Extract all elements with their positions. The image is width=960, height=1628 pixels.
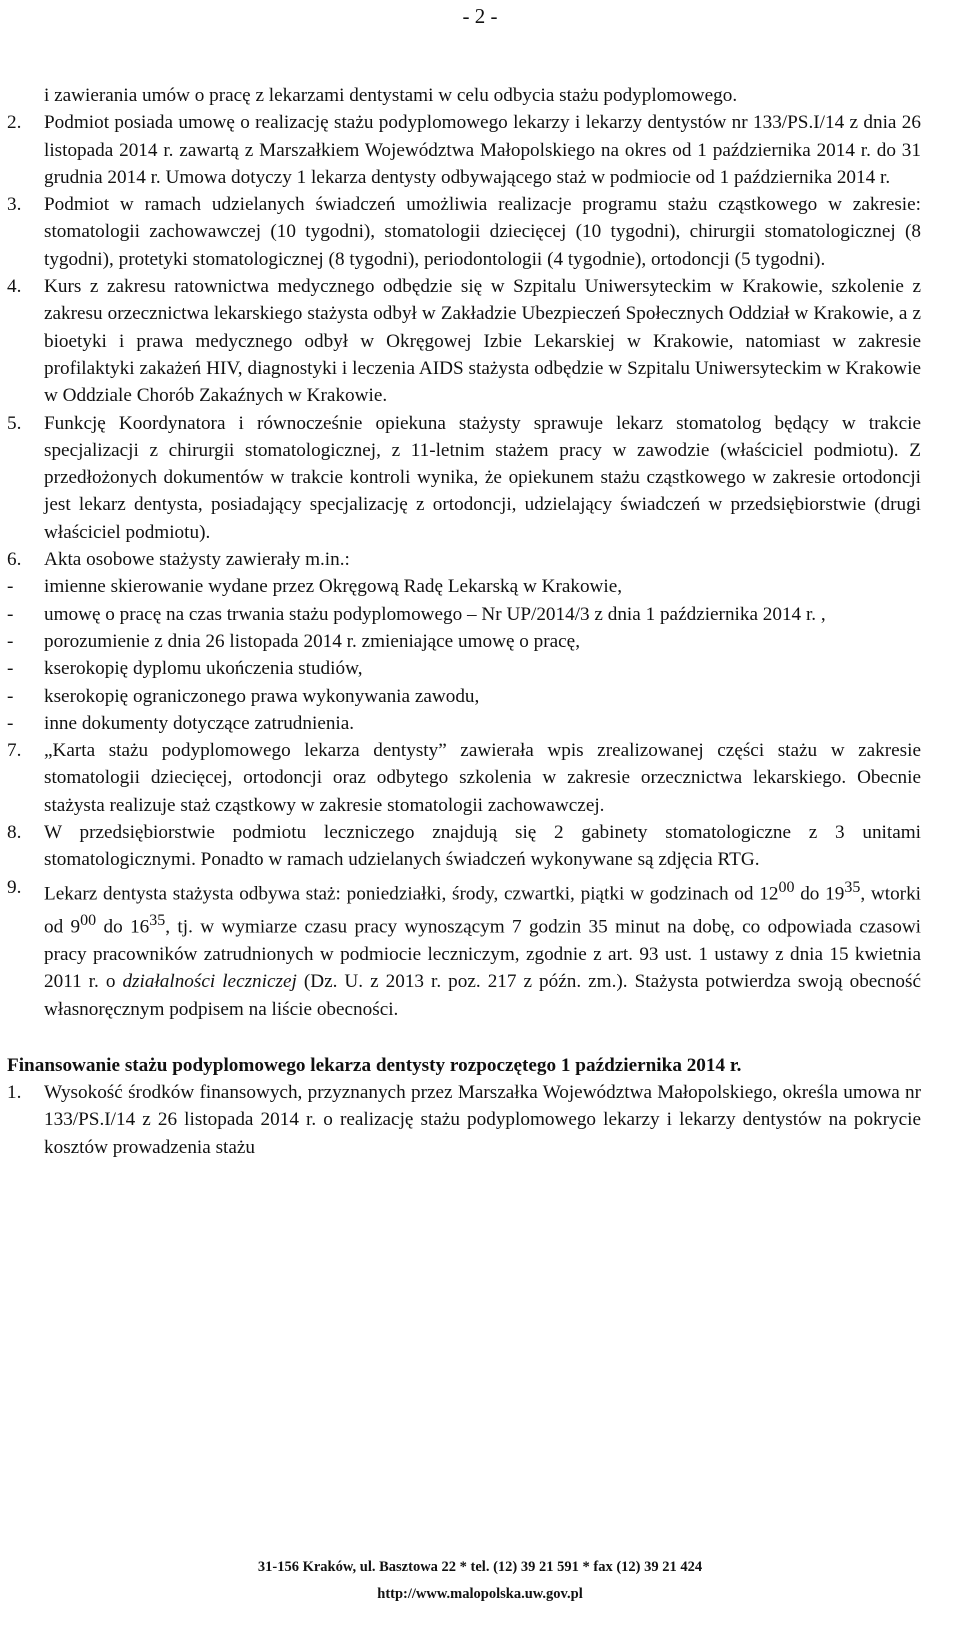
list-number: 9. [7,876,22,898]
list-number: 6. [7,549,22,571]
list-item-6 [7,546,921,573]
dash-text: porozumienie z dnia 26 listopada 2014 r. zmieniające umowę o pracę, [44,630,580,652]
text-fragment: Lekarz dentysta stażysta odbywa staż: poniedziałki, środy, czwartki, piątki w godzinach od 12 [44,883,779,904]
dash-bullet: - [7,712,14,734]
list-item-7 [7,737,921,819]
list-text: Akta osobowe stażysty zawierały m.in.: [44,549,350,571]
text-fragment: (Dz. U. z 2013 r. poz. 217 z późn. zm.). Stażysta potwierdza swoją obecność własnoręcznym podpisem na liście obecności. [44,971,921,1020]
dash-bullet: - [7,658,14,680]
italic-act-title: działalności leczniczej [122,971,297,993]
intro-paragraph: i zawierania umów o pracę z lekarzami dentystami w celu odbycia stażu podyplomowego. [44,85,738,106]
list-number: 1. [7,1082,22,1104]
dash-text: umowę o pracę na czas trwania stażu podyplomowego – Nr UP/2014/3 z dnia 1 października 2014 r. , [44,603,826,625]
list-number: 4. [7,276,22,298]
list-item-9 [7,874,921,1023]
text-fragment: do 16 [96,916,150,938]
text-fragment: , tj. w wymiarze czasu pracy wynoszącym 7 godzin 35 minut na dobę, co odpowiada czasowi pracy pracowników zatrudnionych w podmiocie leczniczym, zgodnie z art. 93 ust. 1 ustawy z dnia 15 kwietnia 2011 r. o [44,916,921,993]
time-superscript: 35 [844,878,861,896]
list-number: 8. [7,822,22,844]
list-text: Podmiot posiada umowę o realizację stażu podyplomowego lekarzy i lekarzy dentystów nr 133/PS.I/14 z dnia 26 listopada 2014 r. zawartą z Marszałkiem Województwa Małopolskiego na okres od 1 października 2014 r. do 31 grudnia 2014 r. Umowa dotyczy 1 lekarza dentysty odbywającego staż w podmiocie od 1 października 2014 r. [44,112,921,188]
dash-item [7,628,921,655]
dash-text: inne dokumenty dotyczące zatrudnienia. [44,712,355,734]
time-superscript: 00 [80,912,97,930]
list-text: Kurs z zakresu ratownictwa medycznego odbędzie się w Szpitalu Uniwersyteckim w Krakowie, szkolenie z zakresu orzecznictwa lekarskiego stażysta odbył w Zakładzie Ubezpieczeń Społecznych Oddział w Krakowie, a z bioetyki i prawa medycznego odbył w Okręgowej Izbie Lekarskiej w Krakowie, natomiast w zakresie profilaktyki zakażeń HIV, diagnostyki i leczenia AIDS stażysta odbędzie w Szpitalu Uniwersyteckim w Krakowie w Oddziale Chorób Zakaźnych w Krakowie. [44,276,921,407]
text-fragment: , wtorki od 9 [44,883,921,938]
list-text: Funkcję Koordynatora i równocześnie opiekuna stażysty sprawuje lekarz stomatolog będący w trakcie specjalizacji z chirurgii stomatologicznej, z 11-letnim stażem pracy w zawodzie (właściciel podmiotu). Z przedłożonych dokumentów w trakcie kontroli wynika, że opiekunem stażu cząstkowego w zakresie ortodoncji jest lekarz dentysta, posiadający specjalizację z ortodoncji, udzielający świadczeń w przedsiębiorstwie (drugi właściciel podmiotu). [44,412,921,543]
list-number: 7. [7,740,22,762]
list-item-4 [7,273,921,409]
dash-bullet: - [7,603,14,625]
dash-text: kserokopię ograniczonego prawa wykonywania zawodu, [44,685,480,707]
section-list-item-1 [7,1079,921,1161]
list-item-3 [7,191,921,273]
dash-bullet: - [7,630,14,652]
list-item-2 [7,109,921,191]
list-text: Podmiot w ramach udzielanych świadczeń umożliwia realizacje programu stażu cząstkowego w zakresie: stomatologii zachowawczej (10 tygodni), stomatologii dziecięcej (10 tygodni), chirurgii stomatologicznej (8 tygodni), protetyki stomatologicznej (8 tygodni), periodontologii (4 tygodnie), ortodoncji (5 tygodni). [44,194,921,270]
dash-item [7,655,921,682]
dash-text: imienne skierowanie wydane przez Okręgową Radę Lekarską w Krakowie, [44,576,623,598]
list-item-8 [7,819,921,874]
time-superscript: 00 [778,878,795,896]
time-superscript: 35 [149,912,166,930]
dash-text: kserokopię dyplomu ukończenia studiów, [44,658,363,680]
list-number: 3. [7,194,22,216]
text-fragment: do 19 [794,883,845,904]
footer-url[interactable]: http://www.malopolska.uw.gov.pl [377,1586,583,1602]
list-number: 2. [7,112,22,134]
list-item-5 [7,410,921,546]
section-heading: Finansowanie stażu podyplomowego lekarza dentysty rozpoczętego 1 października 2014 r. [7,1054,742,1076]
dash-item [7,573,921,600]
list-text: W przedsiębiorstwie podmiotu leczniczego znajdują się 2 gabinety stomatologiczne z 3 unitami stomatologicznymi. Ponadto w ramach udzielanych świadczeń wykonywane są zdjęcia RTG. [44,822,921,871]
list-number: 5. [7,412,22,434]
list-text-working-hours [44,874,921,1023]
dash-bullet: - [7,576,14,598]
list-text: „Karta stażu podyplomowego lekarza dentysty” zawierała wpis zrealizowanej części stażu w zakresie stomatologii dziecięcej, ortodoncji oraz odbytego szkolenia w zakresie orzecznictwa lekarskiego. Obecnie stażysta realizuje staż cząstkowy w zakresie stomatologii zachowawczej. [44,740,921,816]
page-number: - 2 - [462,4,498,28]
list-text: Wysokość środków finansowych, przyznanych przez Marszałka Województwa Małopolskiego, określa umowa nr 133/PS.I/14 z 26 listopada 2014 r. o realizację stażu podyplomowego lekarzy i lekarzy dentystów na pokrycie kosztów prowadzenia stażu [44,1082,921,1158]
dash-bullet: - [7,685,14,707]
document-body [7,82,921,1161]
section-spacer [7,1023,921,1052]
footer-address: 31-156 Kraków, ul. Basztowa 22 * tel. (12) 39 21 591 * fax (12) 39 21 424 [257,1559,703,1575]
dash-item [7,710,921,737]
dash-item [7,601,921,628]
dash-item [7,683,921,710]
